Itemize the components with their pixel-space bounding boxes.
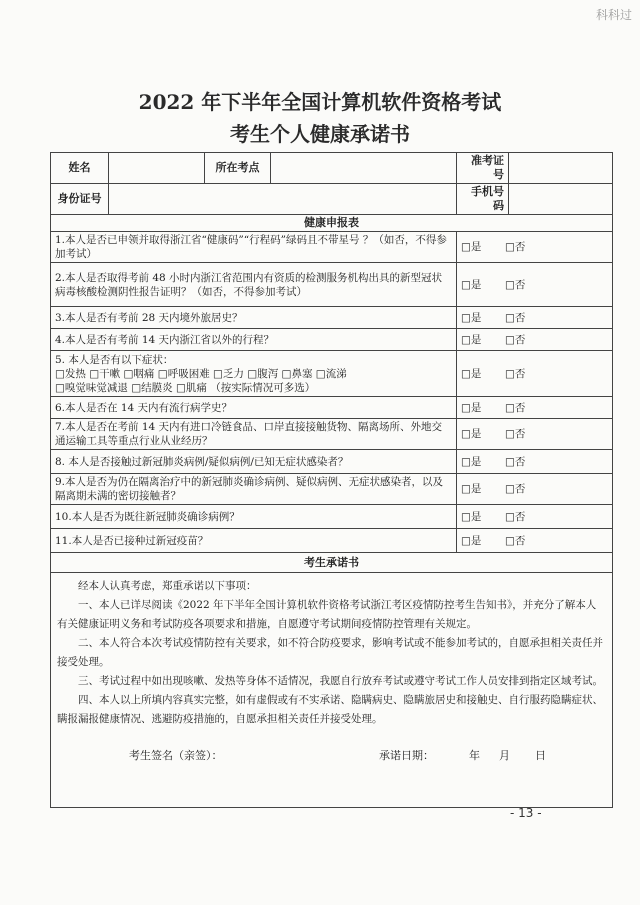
question-11: 11.本人是否已接种过新冠疫苗？ (51, 529, 457, 553)
no-checkbox[interactable]: □否 (505, 401, 526, 414)
no-checkbox[interactable]: □否 (505, 428, 526, 440)
pledge-row (51, 573, 613, 808)
info-row-2 (51, 184, 613, 215)
answer-10 (457, 505, 613, 529)
yes-checkbox[interactable]: □是 (461, 401, 482, 414)
answer-2 (457, 263, 613, 307)
signature-label: 考生签名（亲签）： (129, 749, 223, 762)
answer-6 (457, 397, 613, 419)
question-6: 6.本人是否在 14 天内有流行病学史？ (51, 397, 457, 419)
yes-checkbox[interactable]: □是 (461, 428, 482, 440)
symptoms-line-2[interactable]: □嗅觉味觉减退 □结膜炎 □肌痛 （按实际情况可多选） (55, 381, 316, 394)
pledge-intro: 经本人认真考虑，郑重承诺以下事项： (78, 580, 257, 592)
pledge-item-4: 四、本人以上所填内容真实完整，如有虚假或有不实承诺、隐瞒病史、隐瞒旅居史和接触史、自行服药隐瞒症状、瞒报漏报健康情况、逃避防疫措施的，自愿承担相关责任并接受处理。 (57, 694, 603, 725)
no-checkbox[interactable]: □否 (505, 333, 526, 346)
question-5-text: 5. 本人是否有以下症状： (55, 353, 174, 366)
question-9: 9.本人是否为仍在隔离治疗中的新冠肺炎确诊病例、疑似病例、无症状感染者，以及隔离期未满的密切接触者？ (51, 474, 457, 505)
no-checkbox[interactable]: □否 (505, 278, 526, 291)
question-2: 2.本人是否取得考前 48 小时内浙江省范围内有资质的检测服务机构出具的新型冠状病毒核酸检测阴性报告证明？（如否，不得参加考试） (51, 263, 457, 307)
pledge-item-3: 三、考试过程中如出现咳嗽、发热等身体不适情况，我愿自行放弃考试或遵守考试工作人员安排到指定区域考试。 (78, 675, 603, 687)
yes-checkbox[interactable]: □是 (461, 311, 482, 324)
year-label: 年 (469, 749, 480, 762)
pledge-section-title: 考生承诺书 (51, 553, 613, 573)
question-3: 3.本人是否有考前 28 天内境外旅居史？ (51, 307, 457, 329)
question-row-6 (51, 397, 613, 419)
location-label: 所在考点 (205, 153, 271, 184)
pledge-item-2: 二、本人符合本次考试疫情防控有关要求，如不符合防疫要求，影响考试或不能参加考试的，自愿承担相关责任并接受处理。 (57, 637, 603, 668)
answer-8 (457, 450, 613, 474)
document-subtitle: 考生个人健康承诺书 (230, 122, 410, 146)
yes-checkbox[interactable]: □是 (461, 483, 482, 495)
location-field[interactable] (271, 153, 457, 184)
yes-checkbox[interactable]: □是 (461, 534, 482, 547)
pledge-body (51, 573, 613, 808)
answer-4 (457, 329, 613, 351)
no-checkbox[interactable]: □否 (505, 367, 526, 380)
yes-checkbox[interactable]: □是 (461, 510, 482, 523)
symptoms-line-1[interactable]: □发热 □干嗽 □咽痛 □呼吸困难 □乏力 □腹泻 □鼻塞 □流涕 (55, 367, 347, 380)
question-row-9 (51, 474, 613, 505)
no-checkbox[interactable]: □否 (505, 241, 526, 253)
question-5 (51, 351, 457, 397)
question-4: 4.本人是否有考前 14 天内浙江省以外的行程？ (51, 329, 457, 351)
question-8: 8. 本人是否接触过新冠肺炎病例/疑似病例/已知无症状感染者？ (51, 450, 457, 474)
yes-checkbox[interactable]: □是 (461, 367, 482, 380)
question-row-8 (51, 450, 613, 474)
signature-area (57, 729, 606, 803)
question-10: 10.本人是否为既往新冠肺炎确诊病例？ (51, 505, 457, 529)
no-checkbox[interactable]: □否 (505, 311, 526, 324)
id-field[interactable] (109, 184, 457, 215)
question-row-5 (51, 351, 613, 397)
page-number: - 13 - (510, 806, 542, 820)
ticket-field[interactable] (509, 153, 613, 184)
phone-label: 手机号码 (457, 184, 509, 215)
no-checkbox[interactable]: □否 (505, 483, 526, 495)
answer-1 (457, 232, 613, 263)
info-row-1 (51, 153, 613, 184)
yes-checkbox[interactable]: □是 (461, 455, 482, 468)
yes-checkbox[interactable]: □是 (461, 278, 482, 291)
pledge-item-1: 一、本人已详尽阅读《2022 年下半年全国计算机软件资格考试浙江考区疫情防控考生告知书》，并充分了解本人有关健康证明义务和考试防疫各项要求和措施，自愿遵守考试期间疫情防控管理有关规定。 (57, 599, 597, 630)
document-title: 2022 年下半年全国计算机软件资格考试 (138, 90, 502, 114)
health-pledge-form (50, 152, 613, 808)
pledge-section-header (51, 553, 613, 573)
watermark-text: 科科过 (595, 8, 632, 22)
month-label: 月 (499, 749, 510, 762)
no-checkbox[interactable]: □否 (505, 510, 526, 523)
health-section-header (51, 215, 613, 232)
health-section-title: 健康申报表 (51, 215, 613, 232)
answer-11 (457, 529, 613, 553)
ticket-label: 准考证号 (457, 153, 509, 184)
question-row-1 (51, 232, 613, 263)
yes-checkbox[interactable]: □是 (461, 241, 482, 253)
no-checkbox[interactable]: □否 (505, 455, 526, 468)
answer-9 (457, 474, 613, 505)
date-label: 承诺日期： (379, 749, 434, 762)
question-row-4 (51, 329, 613, 351)
question-row-11 (51, 529, 613, 553)
answer-5 (457, 351, 613, 397)
question-row-3 (51, 307, 613, 329)
name-label: 姓名 (51, 153, 109, 184)
id-label: 身份证号 (51, 184, 109, 215)
question-7: 7.本人是否在考前 14 天内有进口冷链食品、口岸直接接触货物、隔离场所、外地交通运输工具等重点行业从业经历？ (51, 419, 457, 450)
question-row-7 (51, 419, 613, 450)
question-row-2 (51, 263, 613, 307)
phone-field[interactable] (509, 184, 613, 215)
yes-checkbox[interactable]: □是 (461, 333, 482, 346)
no-checkbox[interactable]: □否 (505, 534, 526, 547)
answer-3 (457, 307, 613, 329)
answer-7 (457, 419, 613, 450)
day-label: 日 (535, 749, 546, 762)
question-1: 1.本人是否已申领并取得浙江省“健康码”“行程码”绿码且不带星号 ？（如否，不得参加考试） (51, 232, 457, 263)
question-row-10 (51, 505, 613, 529)
name-field[interactable] (109, 153, 205, 184)
